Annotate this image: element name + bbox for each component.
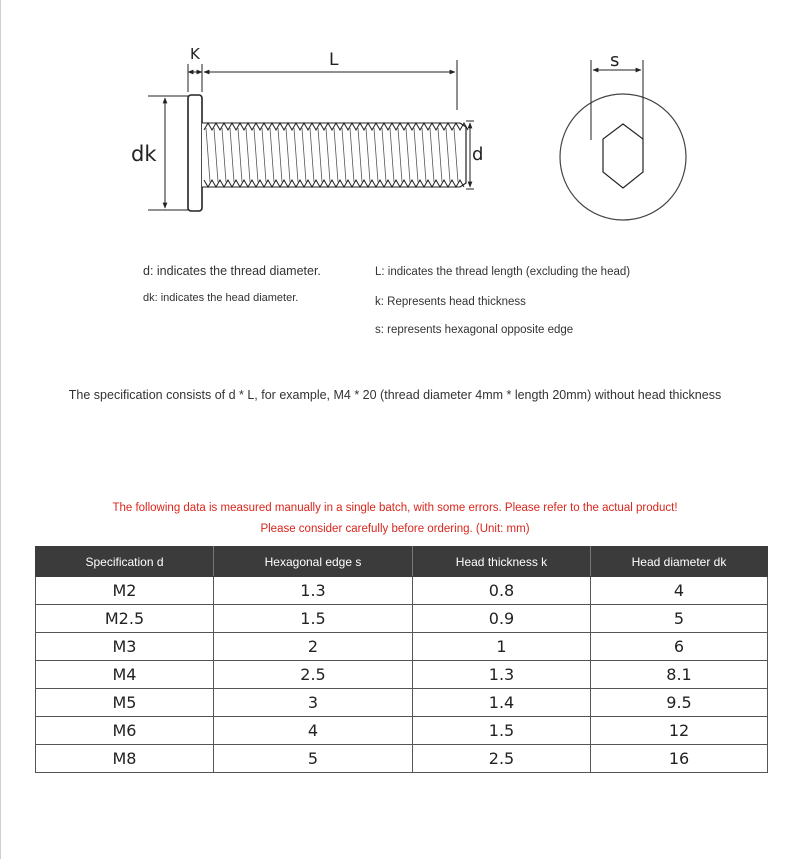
table-row — [36, 661, 768, 689]
legend-k: k: Represents head thickness — [375, 296, 526, 308]
screw-diagram — [0, 0, 790, 240]
cell-spec: M4 — [36, 661, 214, 689]
cell-diameter: 5 — [591, 605, 768, 633]
table-header-row — [36, 547, 768, 577]
warning-line-1: The following data is measured manually in a single batch, with some errors. Please refer to the actual product! — [112, 502, 678, 514]
warning-line-2: Please consider carefully before ordering. (Unit: mm) — [260, 523, 530, 535]
screw-drawing — [0, 0, 790, 240]
cell-spec: M2 — [36, 577, 214, 605]
table-row — [36, 745, 768, 773]
cell-spec: M6 — [36, 717, 214, 745]
cell-thickness: 0.8 — [413, 577, 591, 605]
header-head-thickness: Head thickness k — [413, 547, 591, 577]
specification-note: The specification consists of d * L, for example, M4 * 20 (thread diameter 4mm * length 20mm) without head thickness — [68, 388, 722, 402]
label-dk: dk — [131, 142, 157, 166]
label-k: K — [190, 45, 200, 63]
label-d: d — [472, 144, 484, 165]
table-row — [36, 577, 768, 605]
cell-spec: M3 — [36, 633, 214, 661]
header-head-diameter: Head diameter dk — [591, 547, 768, 577]
cell-thickness: 1.3 — [413, 661, 591, 689]
cell-diameter: 6 — [591, 633, 768, 661]
header-specification: Specification d — [36, 547, 214, 577]
cell-spec: M2.5 — [36, 605, 214, 633]
cell-thickness: 1.5 — [413, 717, 591, 745]
cell-diameter: 8.1 — [591, 661, 768, 689]
cell-diameter: 9.5 — [591, 689, 768, 717]
table-row — [36, 689, 768, 717]
header-hex-edge: Hexagonal edge s — [214, 547, 413, 577]
cell-thickness: 1.4 — [413, 689, 591, 717]
screw-head-shape — [188, 95, 202, 211]
cell-thickness: 1 — [413, 633, 591, 661]
legend-d: d: indicates the thread diameter. — [143, 264, 321, 278]
cell-diameter: 16 — [591, 745, 768, 773]
cell-hex: 1.5 — [214, 605, 413, 633]
table-row — [36, 605, 768, 633]
cell-spec: M5 — [36, 689, 214, 717]
cell-thickness: 2.5 — [413, 745, 591, 773]
label-s: s — [610, 50, 620, 71]
cell-hex: 3 — [214, 689, 413, 717]
cell-hex: 5 — [214, 745, 413, 773]
cell-hex: 4 — [214, 717, 413, 745]
legend-l: L: indicates the thread length (excluding the head) — [375, 266, 631, 278]
cell-spec: M8 — [36, 745, 214, 773]
cell-hex: 2 — [214, 633, 413, 661]
spec-table — [35, 546, 768, 773]
cell-hex: 2.5 — [214, 661, 413, 689]
legend-dk: dk: indicates the head diameter. — [143, 292, 299, 304]
label-l: L — [329, 50, 339, 70]
cell-hex: 1.3 — [214, 577, 413, 605]
cell-diameter: 4 — [591, 577, 768, 605]
legend-s: s: represents hexagonal opposite edge — [375, 324, 574, 336]
cell-thickness: 0.9 — [413, 605, 591, 633]
table-row — [36, 717, 768, 745]
table-row — [36, 633, 768, 661]
cell-diameter: 12 — [591, 717, 768, 745]
